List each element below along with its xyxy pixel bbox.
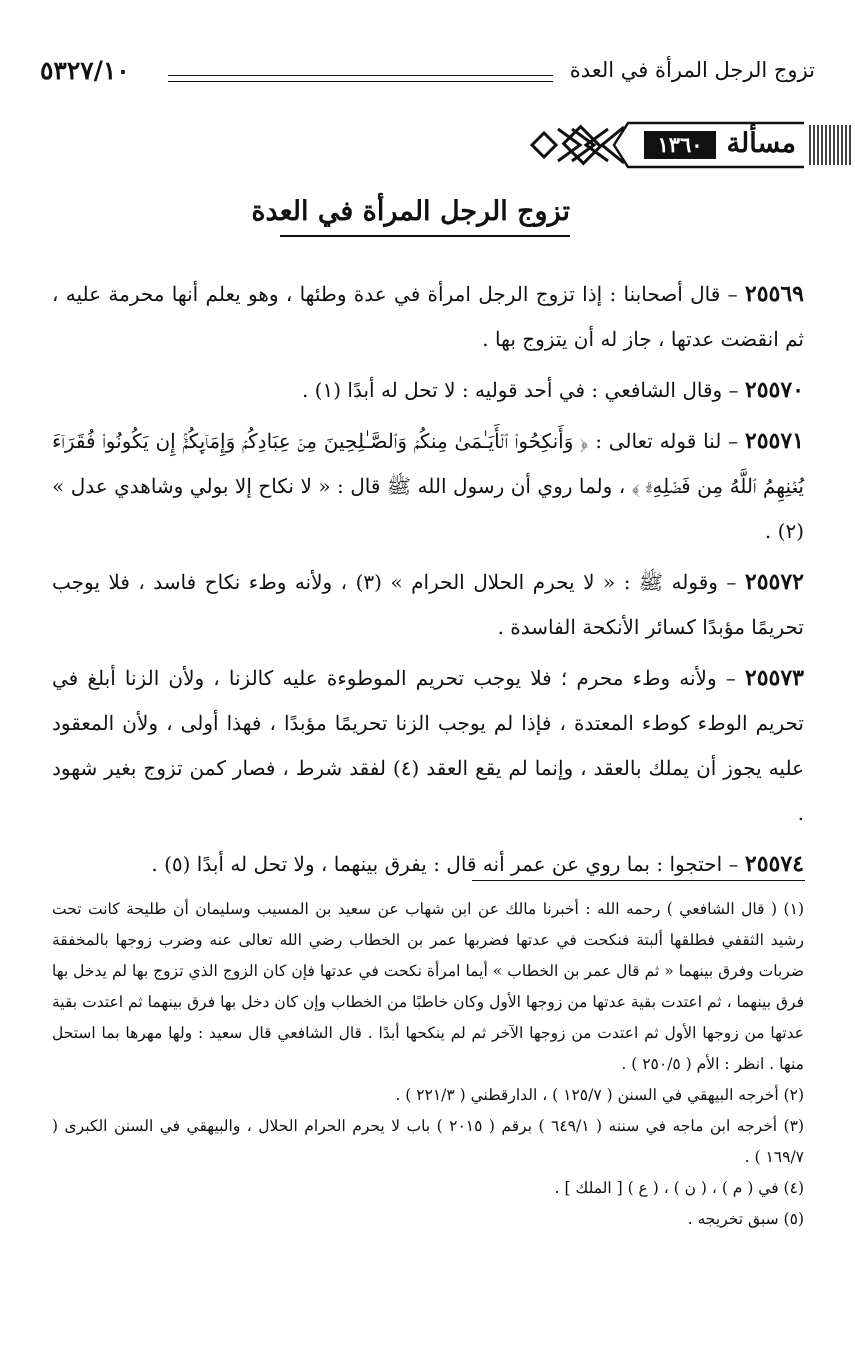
paragraph [52, 560, 804, 650]
masala-label: مسألة [726, 128, 796, 159]
paragraph-number: ٢٥٥٦٩ [744, 281, 804, 307]
paragraph-number: ٢٥٥٧٣ [744, 665, 804, 691]
masala-number: ١٣٦٠ [644, 131, 716, 159]
footnote-separator [472, 880, 805, 881]
paragraph-number: ٢٥٥٧١ [744, 428, 804, 454]
footnote: (١) ( قال الشافعي ) رحمه الله : أخبرنا مالك عن ابن شهاب عن سعيد بن المسيب وسليمان أن طليحة كانت تحت رشيد الثقفي فطلقها ألبتة فنكحت في عدتها فضربها عمر بن الخطاب رضي الله تعالى عنه وضرب زوجها بالمخفقة ضربات وفرق بينهما « ثم قال عمر بن الخطاب » أيما امرأة نكحت في عدتها فإن كان الزوج الذي تزوج بها لم يدخل بها فرق بينهما ، ثم اعتدت بقية عدتها من زوجها الأول وكان خاطبًا من الخطاب وإن كان دخل بها فرق بينهما ثم اعتدت بقية عدتها من زوجها الأول ثم اعتدت من زوجها الآخر ثم لم ينكحها أبدًا . قال الشافعي قال سعيد : ولها مهرها بما استحل منها . انظر : الأم ( ٢٥٠/٥ ) . [52, 900, 804, 1073]
footnote: (٤) في ( م ) ، ( ن ) ، ( ع ) [ الملك ] . [554, 1179, 804, 1197]
paragraph-number: ٢٥٥٧٤ [744, 851, 804, 877]
paragraph-text: – لنا قوله تعالى : ﴿ وَأَنكِحُوا۟ ٱلۡأَيَـٰمَىٰ مِنكُمۡ وَٱلصَّـٰلِحِينَ مِنۡ عِبَادِكُمۡ وَإِمَاۤىِٕكُمۡۚ إِن يَكُونُوا۟ فُقَرَاۤءَ يُغۡنِهِمُ ٱللَّهُ مِن فَضۡلِهِۦۗ ﴾ ، ولما روي أن رسول الله ﷺ قال : « لا نكاح إلا بولي وشاهدي عدل » (٢) . [52, 429, 804, 543]
footnotes [52, 894, 804, 1235]
footnote: (٢) أخرجه البيهقي في السنن ( ١٢٥/٧ ) ، الدارقطني ( ٢٢١/٣ ) . [395, 1086, 804, 1104]
paragraph-number: ٢٥٥٧٠ [744, 377, 804, 403]
running-header-title: تزوج الرجل المرأة في العدة [569, 58, 815, 82]
running-header-page-ref: ٥٣٢٧/١٠ [40, 56, 130, 85]
running-header-rule [168, 75, 553, 82]
running-header [40, 58, 815, 94]
paragraph-text: – احتجوا : بما روي عن عمر أنه قال : يفرق بينهما ، ولا تحل له أبدًا (٥) . [151, 852, 745, 876]
paragraph-number: ٢٥٥٧٢ [744, 569, 804, 595]
chapter-title: تزوج الرجل المرأة في العدة [251, 196, 570, 227]
chapter-underline [280, 235, 570, 237]
main-text [52, 272, 804, 893]
paragraph-text: – وقوله ﷺ : « لا يحرم الحلال الحرام » (٣) ، ولأنه وطء نكاح فاسد ، فلا يوجب تحريمًا مؤبدًا كسائر الأنكحة الفاسدة . [52, 570, 804, 639]
paragraph-text: – ولأنه وطء محرم ؛ فلا يوجب تحريم الموطوءة عليه كالزنا ، ولأن الزنا أبلغ في تحريم الوطء كوطء المعتدة ، فإذا لم يوجب الزنا تحريمًا مؤبدًا ، فهذا أولى ، ولأن المعقود عليه يجوز أن يملك بالعقد ، وإنما لم يقع العقد (٤) لفقد شرط ، فصار كمن تزوج بغير شهود . [52, 666, 805, 825]
paragraph [52, 368, 804, 413]
paragraph-text: – قال أصحابنا : إذا تزوج الرجل امرأة في عدة وطئها ، وهو يعلم أنها محرمة عليه ، ثم انقضت عدتها ، جاز له أن يتزوج بها . [52, 282, 804, 351]
masala-banner [528, 117, 855, 173]
paragraph [52, 656, 804, 836]
footnote: (٣) أخرجه ابن ماجه في سننه ( ٦٤٩/١ ) برقم ( ٢٠١٥ ) باب لا يحرم الحرام الحلال ، والبيهقي في السنن الكبرى ( ١٦٩/٧ ) . [52, 1117, 804, 1166]
chapter-heading [251, 196, 570, 237]
paragraph [52, 419, 804, 554]
footnote: (٥) سبق تخريجه . [687, 1210, 804, 1228]
paragraph-text: – وقال الشافعي : في أحد قوليه : لا تحل له أبدًا (١) . [301, 378, 745, 402]
paragraph [52, 272, 804, 362]
